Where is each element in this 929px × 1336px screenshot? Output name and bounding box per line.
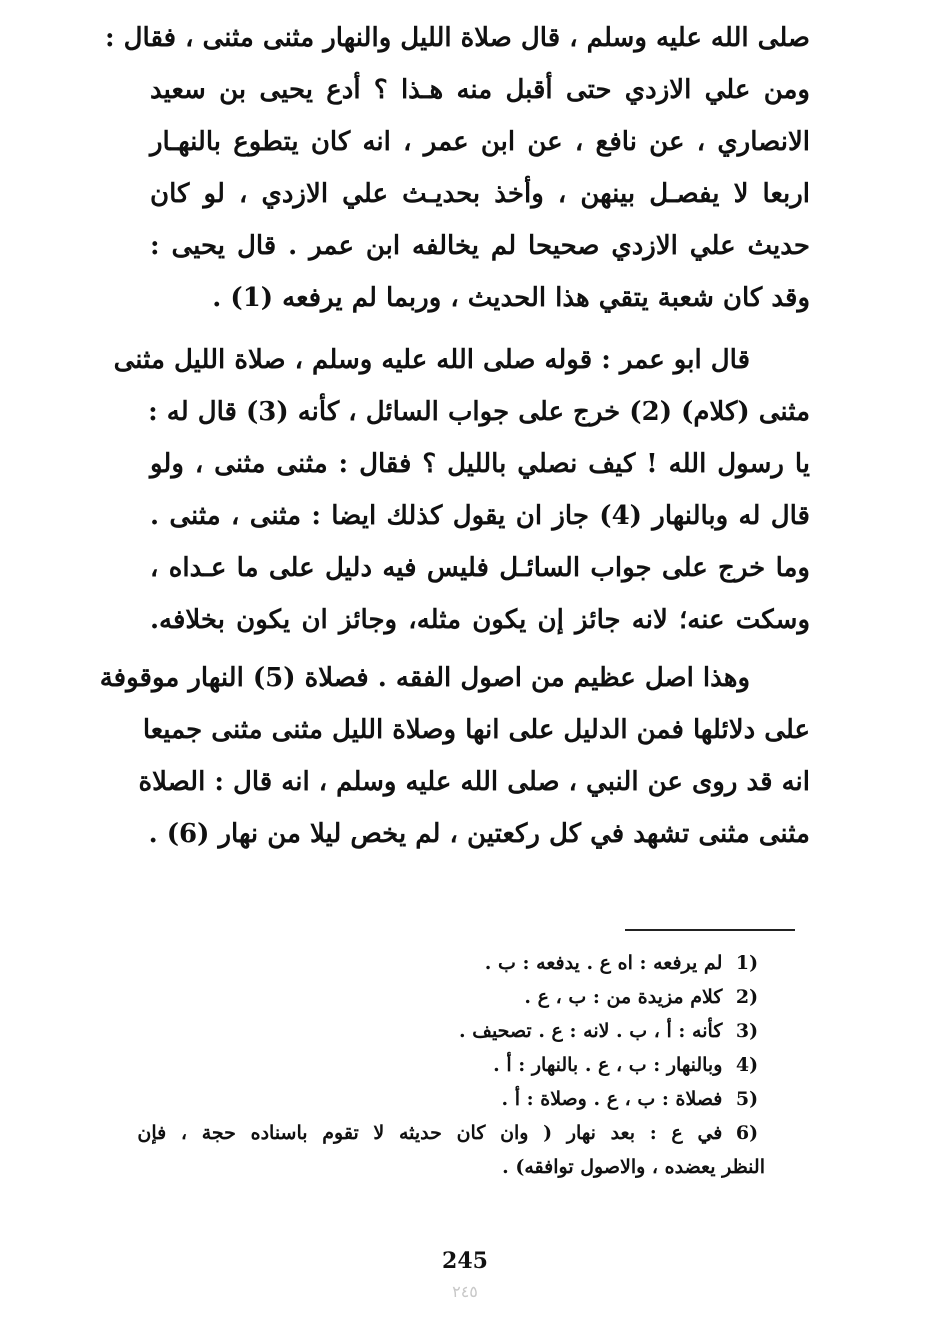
faint-stamp: ٢٤٥	[452, 1282, 478, 1301]
footnote-3	[140, 1014, 765, 1048]
text-line: على دلائلها فمن الدليل على انها وصلاة الليل مثنى مثنى جميعا	[142, 715, 810, 745]
text-line: اربعا لا يفصـل بينهن ، وأخذ بحديـث علي الازدي ، لو كان	[150, 179, 810, 209]
footnote-4	[140, 1048, 765, 1082]
text-line: مثنى (كلام) (2) خرج على جواب السائل ، كأنه (3) قال له :	[148, 397, 810, 427]
text-line: حديث علي الازدي صحيحا لم يخالفه ابن عمر . قال يحيى :	[150, 231, 810, 261]
text-line: صلى الله عليه وسلم ، قال صلاة الليل والنهار مثنى مثنى ، فقال :	[105, 23, 810, 53]
footnote-text: كأنه : أ ، ب . لانه : ع . تصحيف .	[459, 1020, 723, 1042]
main-text	[99, 12, 810, 860]
footnote-6	[137, 1116, 765, 1150]
text-line: وما خرج على جواب السائـل فليس فيه دليل على ما عـداه ،	[150, 553, 810, 583]
text-line: انه قد روى عن النبي ، صلى الله عليه وسلم ، انه قال : الصلاة	[138, 767, 810, 797]
footnote-number: 1)	[735, 952, 759, 974]
text-line: الانصاري ، عن نافع ، عن ابن عمر ، انه كان يتطوع بالنهـار	[150, 127, 810, 157]
footnote-number: 3)	[735, 1020, 759, 1042]
footnote-text: النظر يعضده ، والاصول توافقه) .	[502, 1156, 765, 1178]
text-line: قال له وبالنهار (4) جاز ان يقول كذلك ايضا : مثنى ، مثنى .	[150, 501, 810, 531]
footnote-5	[140, 1082, 765, 1116]
footnote-text: في ع : بعد نهار ( وان كان حديثه لا تقوم باسناده حجة ، فإن	[137, 1122, 723, 1144]
footnote-1	[140, 946, 765, 980]
paragraph-2	[113, 334, 810, 646]
footnote-6-continuation	[140, 1150, 765, 1184]
paragraph-1	[105, 12, 810, 324]
paragraph-3	[99, 652, 810, 860]
text-line: وسكت عنه؛ لانه جائز إن يكون مثله، وجائز ان يكون بخلافه.	[150, 605, 810, 635]
text-line: قال ابو عمر : قوله صلى الله عليه وسلم ، صلاة الليل مثنى	[113, 345, 750, 375]
footnote-number: 4)	[735, 1054, 759, 1076]
text-line: وهذا اصل عظيم من اصول الفقه . فصلاة (5) النهار موقوفة	[99, 663, 750, 693]
footnote-number: 6)	[735, 1122, 759, 1144]
text-line: ومن علي الازدي حتى أقبل منه هـذا ؟ أدع يحيى بن سعيد	[150, 75, 810, 105]
footnote-text: كلام مزيدة من : ب ، ع .	[524, 986, 723, 1008]
footnote-divider	[625, 929, 795, 931]
footnote-number: 5)	[735, 1088, 759, 1110]
text-line: مثنى مثنى تشهد في كل ركعتين ، لم يخص ليلا من نهار (6) .	[148, 819, 810, 849]
footnote-number: 2)	[735, 986, 759, 1008]
footnote-text: وبالنهار : ب ، ع . بالنهار : أ .	[493, 1054, 723, 1076]
text-line: يا رسول الله ! كيف نصلي بالليل ؟ فقال : مثنى مثنى ، ولو	[150, 449, 810, 479]
footnote-text: لم يرفعه : اه ع . يدفعه : ب .	[484, 952, 723, 974]
footnotes	[137, 946, 765, 1184]
footnote-2	[140, 980, 765, 1014]
text-line: وقد كان شعبة يتقي هذا الحديث ، وربما لم يرفعه (1) .	[212, 283, 810, 313]
page-number: 245	[442, 1248, 488, 1274]
footnote-text: فصلاة : ب ، ع . وصلاة : أ .	[501, 1088, 723, 1110]
